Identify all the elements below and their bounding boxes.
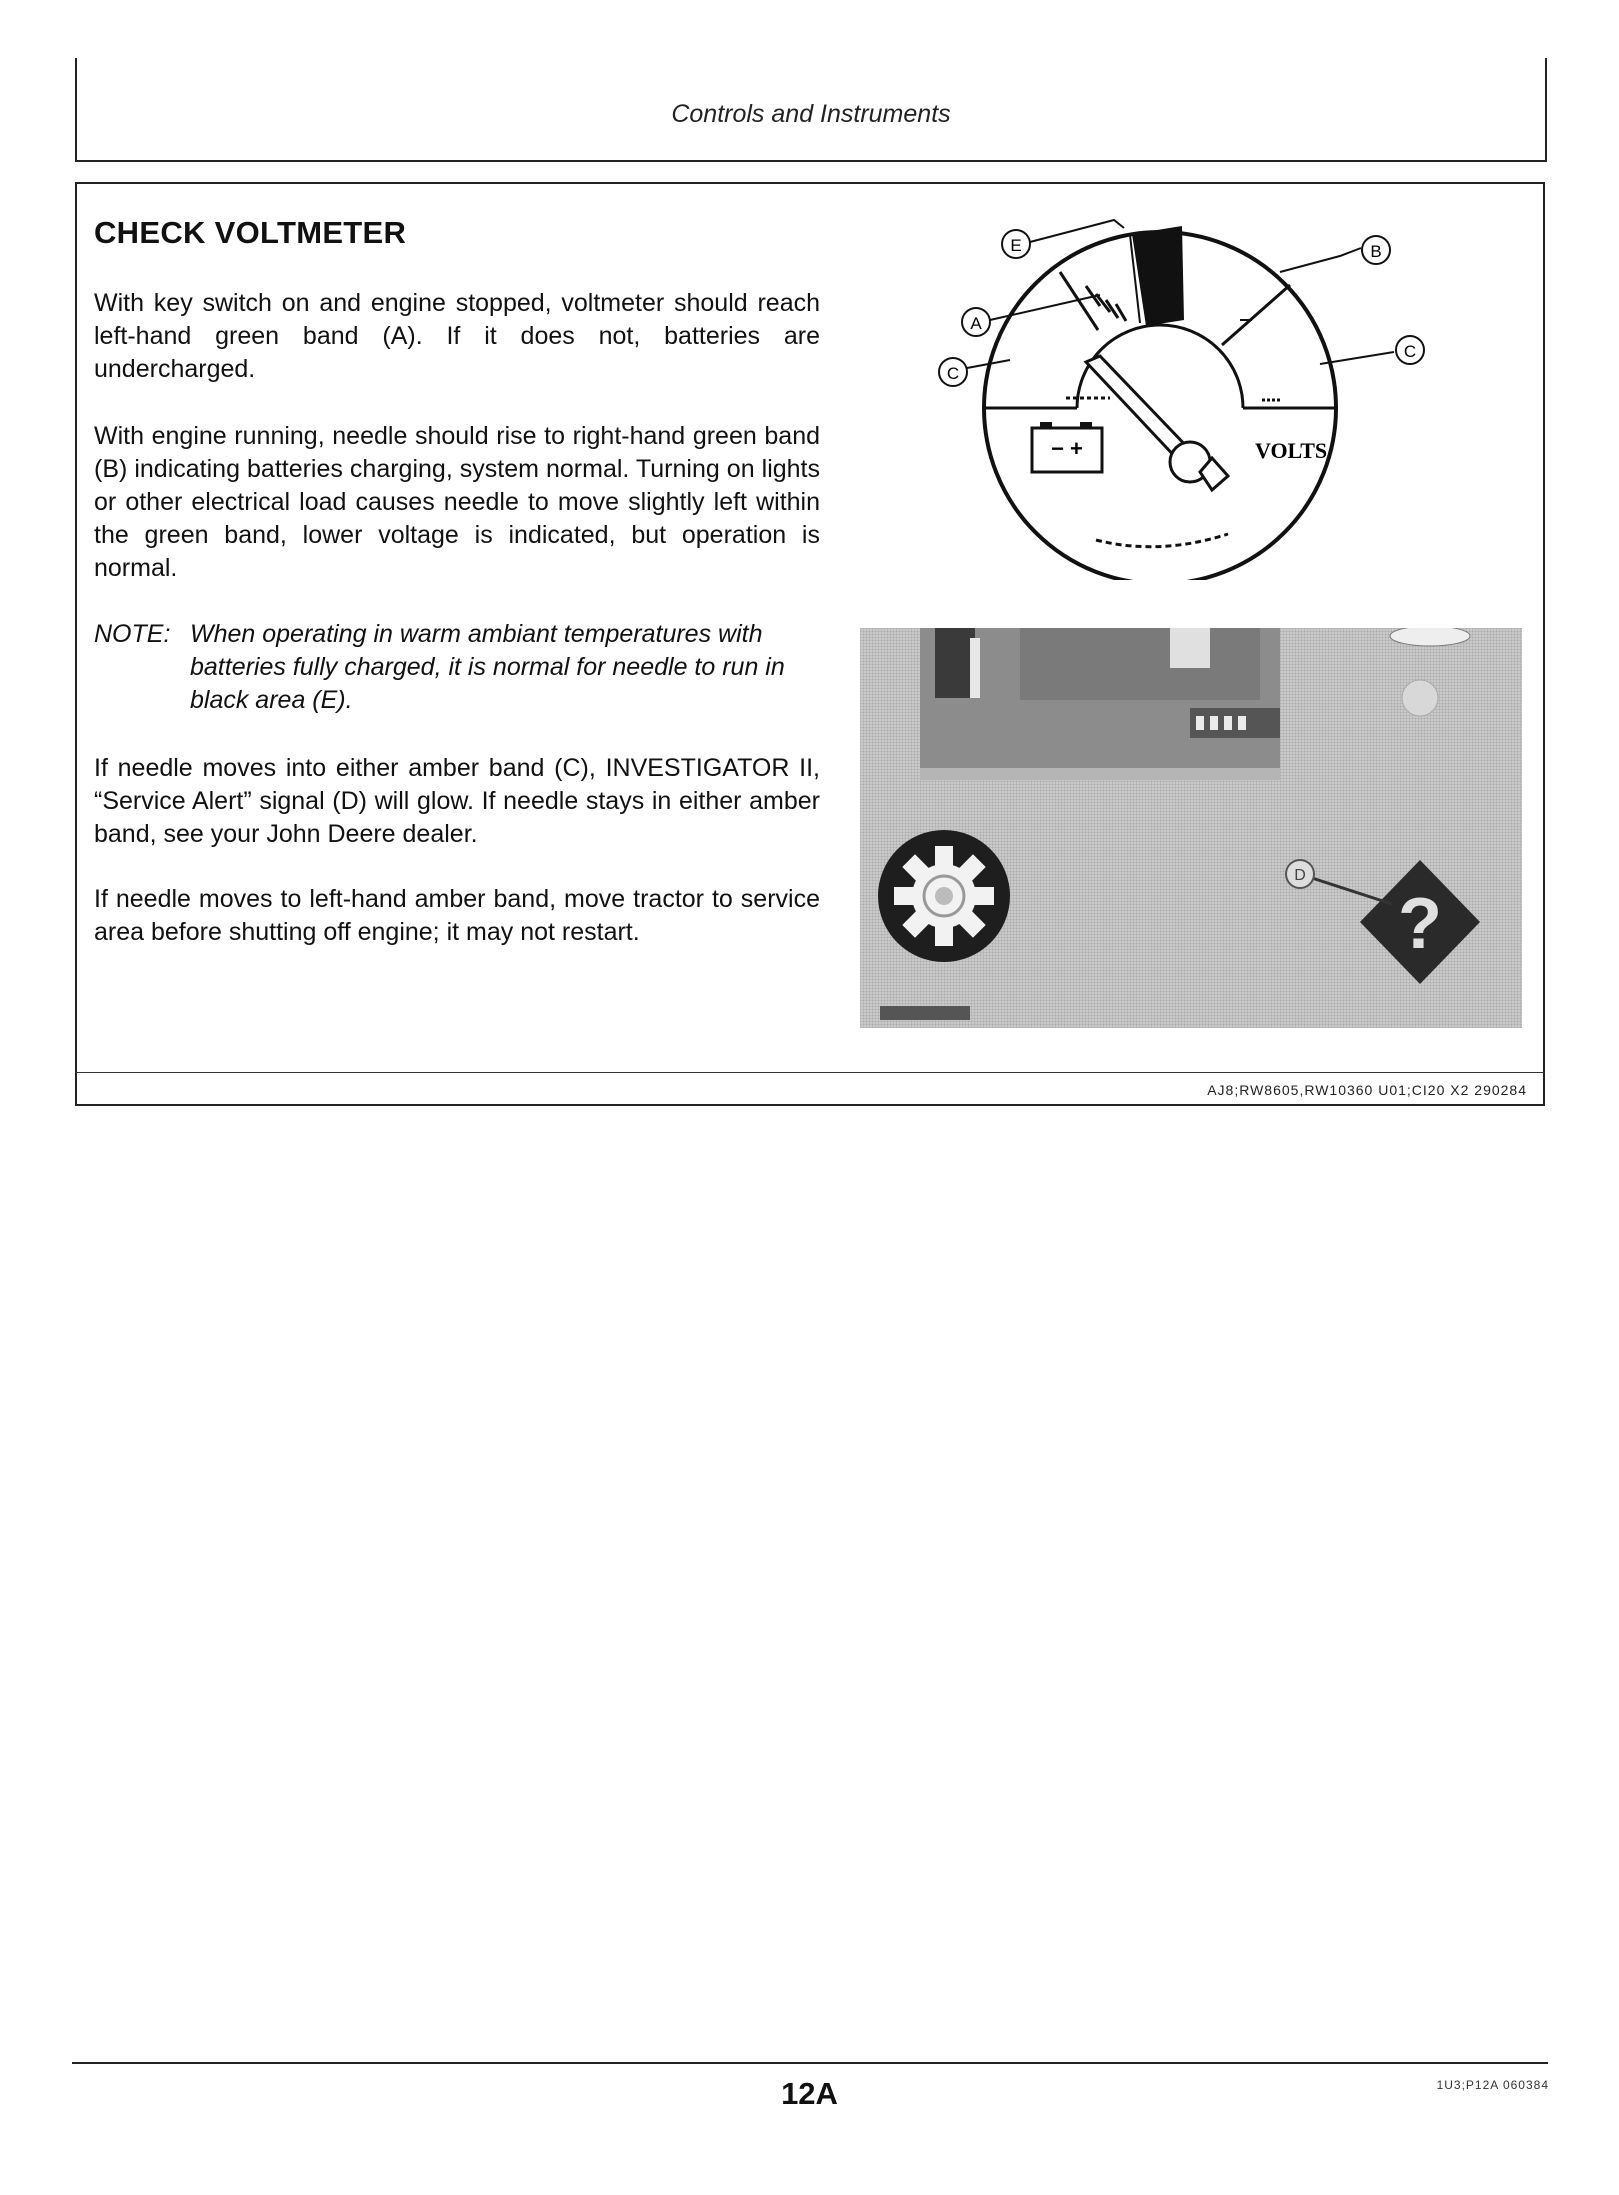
footer-code: 1U3;P12A 060384	[1436, 2078, 1549, 2092]
paragraph-engine-running: With engine running, needle should rise to right-hand green band (B) indicating batteries charging, system normal. Turning on lights or other electrical load causes needle to move slightly left within the green band, lower voltage is indicated, but operation is normal.	[94, 422, 820, 582]
service-alert-signal	[1360, 860, 1480, 984]
note-text: When operating in warm ambiant temperatures with batteries fully charged, it is normal for needle to run in black area (E).	[190, 620, 785, 714]
photo-illustration	[860, 628, 1522, 1028]
footer-rule	[72, 2062, 1548, 2064]
callout-c-left	[939, 358, 967, 386]
callout-c-right	[1396, 336, 1424, 364]
svg-text:C: C	[946, 364, 960, 383]
gauge-ticks	[1086, 286, 1126, 321]
gauge-band-divider-left	[1060, 272, 1098, 330]
page-number: 12A	[781, 2076, 838, 2111]
section-box-rule	[75, 1072, 1545, 1073]
note-label: NOTE:	[94, 620, 171, 648]
svg-text:C: C	[1403, 342, 1417, 361]
paragraph-key-on: With key switch on and engine stopped, voltmeter should reach left-hand green band (A). If it does not, batteries are undercharged.	[94, 289, 820, 383]
paragraph-left-amber: If needle moves to left-hand amber band, move tractor to service area before shutting off engine; it may not restart.	[94, 885, 820, 946]
svg-text:B: B	[1370, 242, 1382, 261]
callout-e	[1002, 230, 1030, 258]
svg-text:E: E	[1010, 236, 1022, 255]
gauge-brand-script	[1096, 534, 1228, 547]
section-header-title: Controls and Instruments	[671, 100, 951, 128]
paragraph-amber-band: If needle moves into either amber band (C), INVESTIGATOR II, “Service Alert” signal (D) will glow. If needle stays in either amber band, see your John Deere dealer.	[94, 754, 820, 848]
header-frame-bottom	[75, 160, 1547, 162]
service-alert-symbol: ?	[1398, 884, 1442, 964]
callout-a	[962, 308, 990, 336]
voltmeter-gauge-illustration	[900, 200, 1460, 580]
photo-caption-strip	[880, 1006, 970, 1020]
header-frame-right	[1545, 58, 1547, 162]
battery-symbol-text: − +	[1051, 436, 1083, 461]
gear-icon	[878, 830, 1010, 962]
note-block	[94, 618, 820, 717]
callout-b	[1362, 236, 1390, 264]
svg-text:A: A	[970, 314, 982, 333]
volts-label: VOLTS	[1255, 438, 1328, 463]
callout-d	[1286, 860, 1314, 888]
gauge-band-divider-right	[1222, 285, 1290, 345]
callout-d-leader	[1312, 878, 1392, 904]
reference-code: AJ8;RW8605,RW10360 U01;CI20 X2 290284	[1207, 1082, 1527, 1098]
section-heading: CHECK VOLTMETER	[94, 215, 407, 250]
svg-text:D: D	[1294, 867, 1306, 884]
instrument-panel-photo	[860, 628, 1522, 1028]
gauge-black-area-e	[1132, 226, 1184, 326]
